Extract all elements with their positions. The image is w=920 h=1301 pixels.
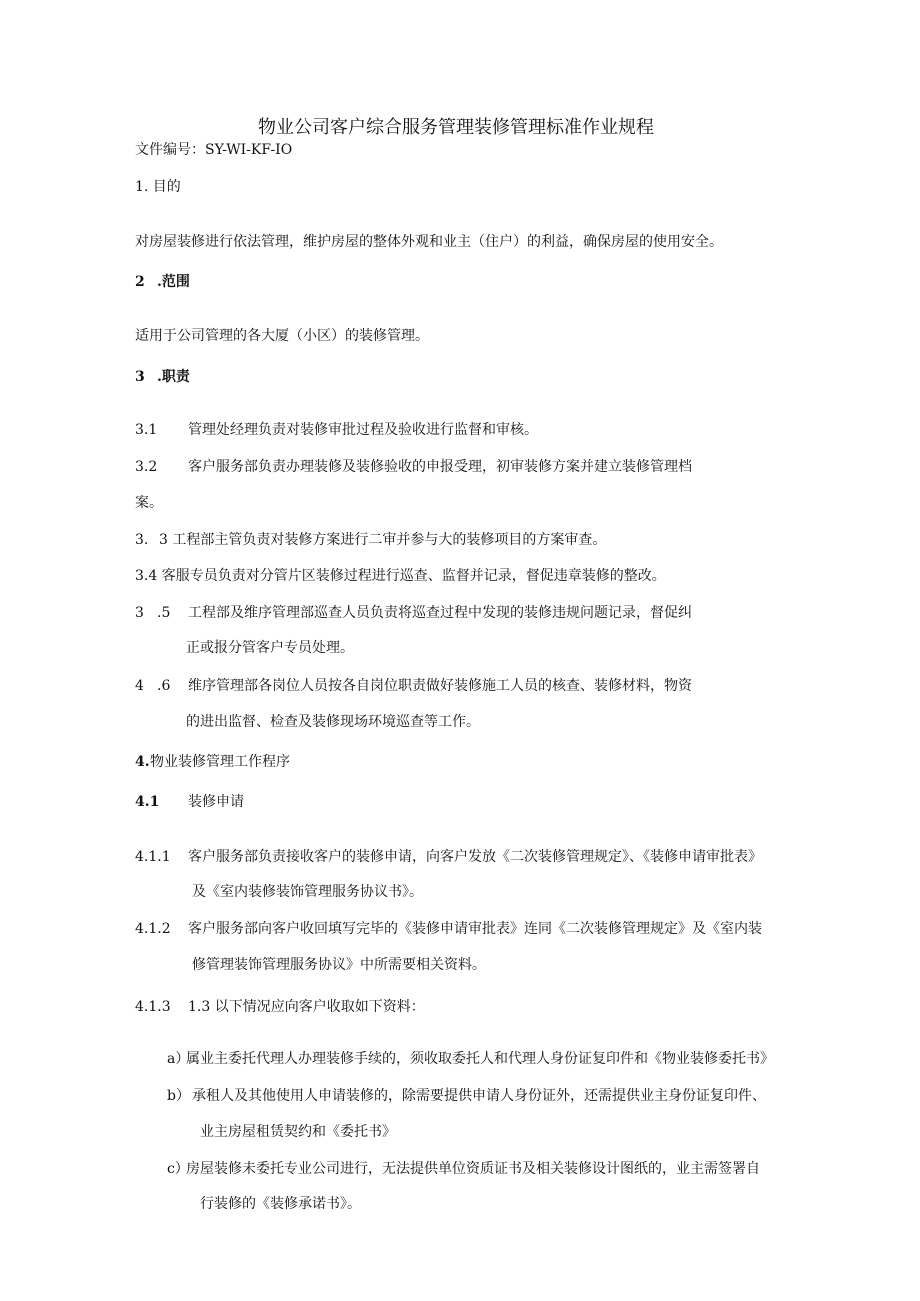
item-3-2-text: 客户服务部负责办理装修及装修验收的申报受理，初审装修方案并建立装修管理档: [188, 459, 692, 475]
item-3-5-text: 工程部及维序管理部巡查人员负责将巡查过程中发现的装修违规问题记录，督促纠: [188, 605, 692, 621]
item-3-6-text-cont: 的进出监督、检查及装修现场环境巡查等工作。: [186, 714, 480, 730]
list-item-c-text-cont: 行装修的《装修承诺书》。: [200, 1196, 361, 1212]
list-item-b-text: 承租人及其他使用人申请装修的，除需要提供申请人身份证外，还需提供业主身份证复印件、: [192, 1088, 766, 1104]
document-title: 物业公司客户综合服务管理装修管理标准作业规程: [258, 117, 654, 138]
file-number: 文件编号：SY-WI-KF-IO: [135, 142, 293, 158]
list-item-a-label: a）: [167, 1051, 190, 1067]
section-1-body: 对房屋装修进行依法管理，维护房屋的整体外观和业主（住户）的利益，确保房屋的使用安全。: [135, 234, 723, 250]
list-item-c-text: 房屋装修未委托专业公司进行，无法提供单位资质证书及相关装修设计图纸的，业主需签署自: [186, 1161, 760, 1177]
section-2-heading: .范围: [157, 274, 190, 290]
item-4-1-1-number: 4.1.1: [135, 849, 171, 865]
item-3-6-subnumber: .6: [157, 678, 171, 694]
item-4-1-3-number: 4.1.3: [135, 999, 171, 1015]
section-2-body: 适用于公司管理的各大厦（小区）的装修管理。: [135, 328, 429, 344]
item-3-3-text: 3 工程部主管负责对装修方案进行二审并参与大的装修项目的方案审查。: [159, 532, 607, 548]
list-item-a-text: 属业主委托代理人办理装修手续的，须收取委托人和代理人身份证复印件和《物业装修委托书》: [186, 1051, 774, 1067]
section-3-number: 3: [135, 369, 145, 385]
item-4-1-1-text: 客户服务部负责接收客户的装修申请，向客户发放《二次装修管理规定》、《装修申请审批表》: [188, 849, 762, 865]
item-3-5-number: 3: [135, 605, 144, 621]
item-3-5-text-cont: 正或报分管客户专员处理。: [186, 640, 354, 656]
item-4-1-1-text-cont: 及《室内装修装饰管理服务协议书》。: [192, 884, 423, 900]
section-2-number: 2: [135, 274, 145, 290]
item-4-1-2-text: 客户服务部向客户收回填写完毕的《装修申请审批表》连同《二次装修管理规定》及《室内装: [188, 921, 762, 937]
item-3-6-number: 4: [135, 678, 144, 694]
item-3-2-number: 3.2: [135, 459, 158, 475]
section-3-heading: .职责: [157, 369, 190, 385]
item-3-2-text-cont: 案。: [135, 495, 163, 511]
item-3-1-number: 3.1: [135, 422, 158, 438]
section-1-heading: 1. 目的: [135, 179, 181, 195]
item-4-1-2-number: 4.1.2: [135, 921, 171, 937]
item-3-1-text: 管理处经理负责对装修审批过程及验收进行监督和审核。: [188, 422, 538, 438]
item-3-5-subnumber: .5: [157, 605, 171, 621]
item-3-4-text: 3.4 客服专员负责对分管片区装修过程进行巡查、监督并记录，督促违章装修的整改。: [135, 568, 666, 584]
item-4-1-2-text-cont: 修管理装饰管理服务协议》中所需要相关资料。: [192, 957, 486, 973]
section-4-1-number: 4.1: [135, 794, 160, 810]
section-4-number: 4.: [135, 754, 150, 770]
list-item-c-label: c）: [167, 1161, 189, 1177]
list-item-b-text-cont: 业主房屋租赁契约和《委托书》: [200, 1124, 396, 1140]
item-3-3-number: 3.: [135, 532, 149, 548]
item-4-1-3-text: 1.3 以下情况应向客户收取如下资料：: [188, 999, 425, 1015]
section-4-1-heading: 装修申请: [188, 794, 244, 810]
section-4-heading: 物业装修管理工作程序: [150, 754, 290, 770]
item-3-6-text: 维序管理部各岗位人员按各自岗位职责做好装修施工人员的核查、装修材料，物资: [188, 678, 692, 694]
list-item-b-label: b）: [167, 1088, 190, 1104]
